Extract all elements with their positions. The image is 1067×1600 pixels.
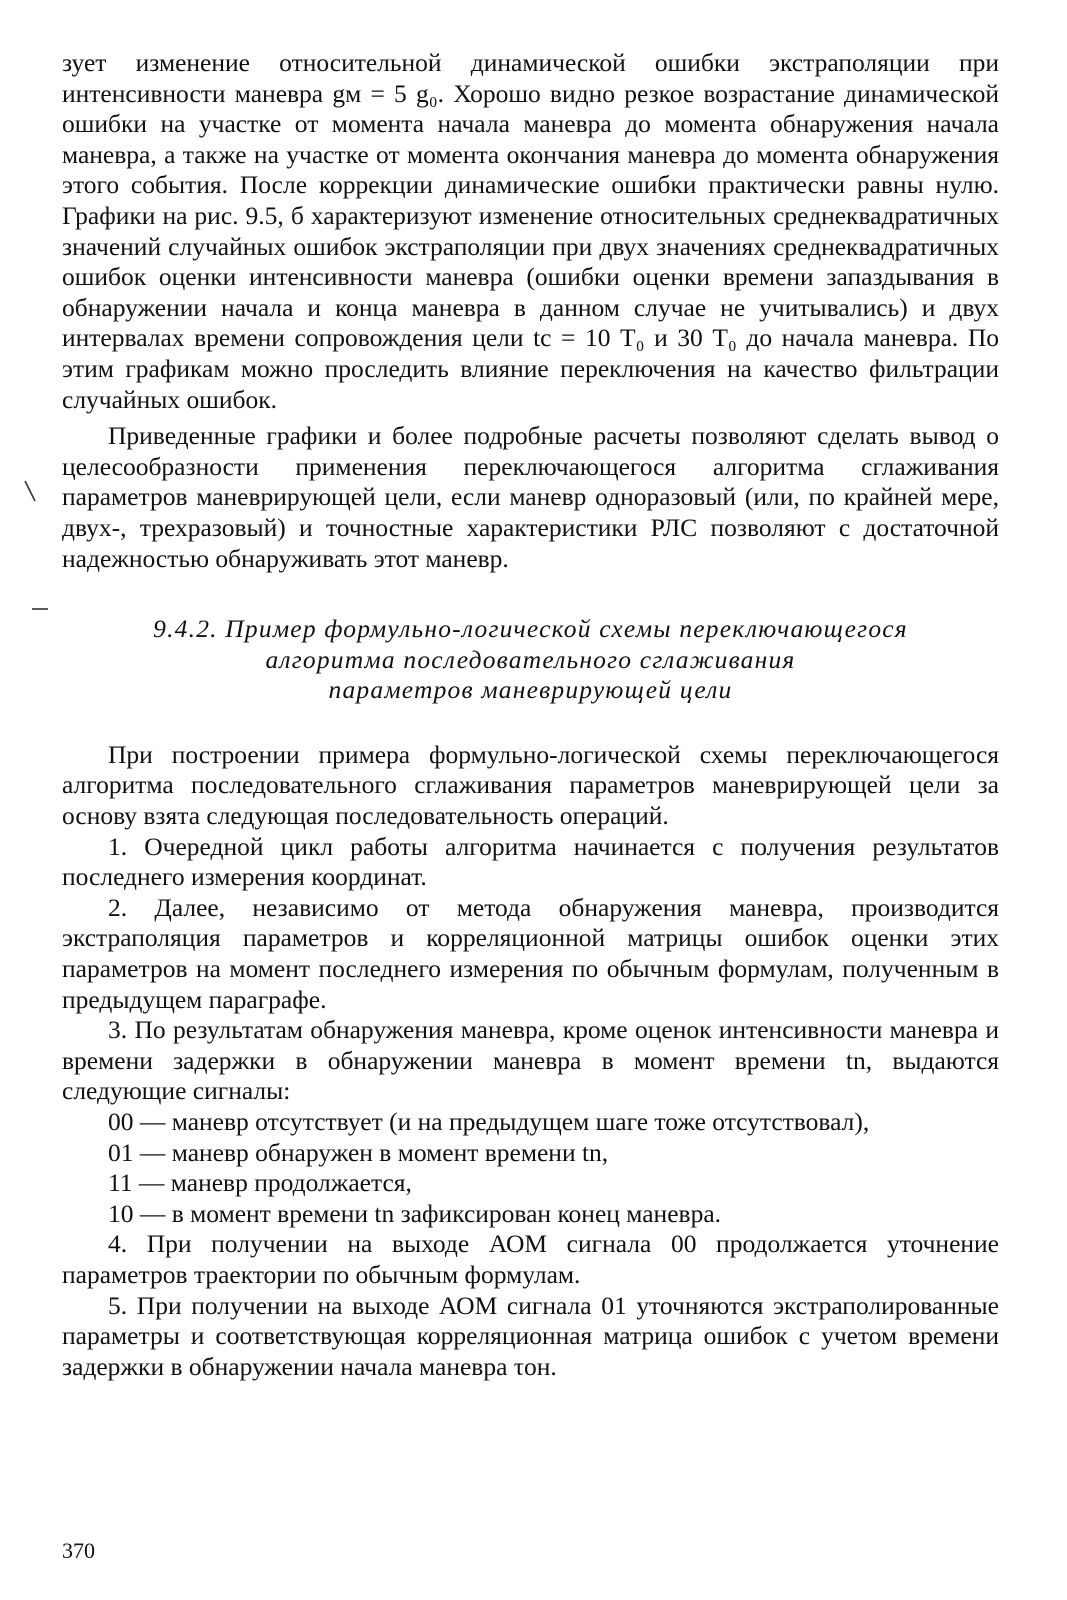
signal-11: 11 — маневр продолжается,	[108, 1168, 412, 1198]
section-heading	[62, 614, 999, 706]
margin-pencil-mark	[22, 478, 38, 504]
heading-line-2: алгоритма последовательного сглаживания	[265, 644, 796, 674]
signal-10: 10 — в момент времени tn зафиксирован конец маневра.	[108, 1198, 722, 1228]
list-item-3: 3. По результатам обнаружения маневра, кроме оценок интенсивности маневра и времени задержки в обнаружении маневра в момент времени tn, выдаются следующие сигналы:	[62, 1015, 999, 1106]
heading-line-1: 9.4.2. Пример формульно-логической схемы переключающегося	[153, 614, 908, 644]
list-item-1: 1. Очередной цикл работы алгоритма начинается с получения результатов последнего измерения координат.	[62, 831, 999, 892]
page-number: 370	[62, 1538, 95, 1563]
heading-line-3: параметров маневрирующей цели	[328, 675, 733, 705]
margin-dash-mark	[30, 606, 50, 612]
paragraph-dynamic-error: зует изменение относительной динамической ошибки экстраполяции при интенсивности маневра gм = 5 g₀. Хорошо видно резкое возрастание динамической ошибки на участке от момента начала маневра до момента обнаружения начала маневра, а также на участке от момента окончания маневра до момента обнаружения этого события. После коррекции динамические ошибки практически равны нулю. Графики на рис. 9.5, б характеризуют изменение относительных среднеквадратичных значений случайных ошибок экстраполяции при двух значениях среднеквадратичных ошибок оценки интенсивности маневра (ошибки оценки времени запаздывания в обнаружении начала и конца маневра в данном случае не учитывались) и двух интервалах времени сопровождения цели tс = 10 T₀ и 30 T₀ до начала маневра. По этим графикам можно проследить влияние переключения на качество фильтрации случайных ошибок.	[62, 48, 999, 414]
list-item-4: 4. При получении на выходе АОМ сигнала 00 продолжается уточнение параметров траектории по обычным формулам.	[62, 1229, 999, 1289]
paragraph-conclusion: Приведенные графики и более подробные расчеты позволяют сделать вывод о целесообразности применения переключающегося алгоритма сглаживания параметров маневрирующей цели, если маневр одноразовый (или, по крайней мере, двух-, трехразовый) и точностные характеристики РЛС позволяют с достаточной надежностью обнаруживать этот маневр.	[62, 421, 999, 573]
section-intro: При построении примера формульно-логической схемы переключающегося алгоритма последовательного сглаживания параметров маневрирующей цели за основу взята следующая последовательность операций.	[62, 739, 999, 831]
signal-01: 01 — маневр обнаружен в момент времени tn,	[108, 1137, 609, 1167]
list-item-5: 5. При получении на выходе АОМ сигнала 01 уточняются экстраполированные параметры и соответствующая корреляционная матрица ошибок с учетом времени задержки в обнаружении начала маневра τон.	[62, 1290, 999, 1381]
list-item-2: 2. Далее, независимо от метода обнаружения маневра, производится экстраполяция параметров и корреляционной матрицы ошибок оценки этих параметров на момент последнего измерения по обычным формулам, полученным в предыдущем параграфе.	[62, 892, 999, 1014]
signal-00: 00 — маневр отсутствует (и на предыдущем шаге тоже отсутствовал),	[108, 1107, 870, 1136]
